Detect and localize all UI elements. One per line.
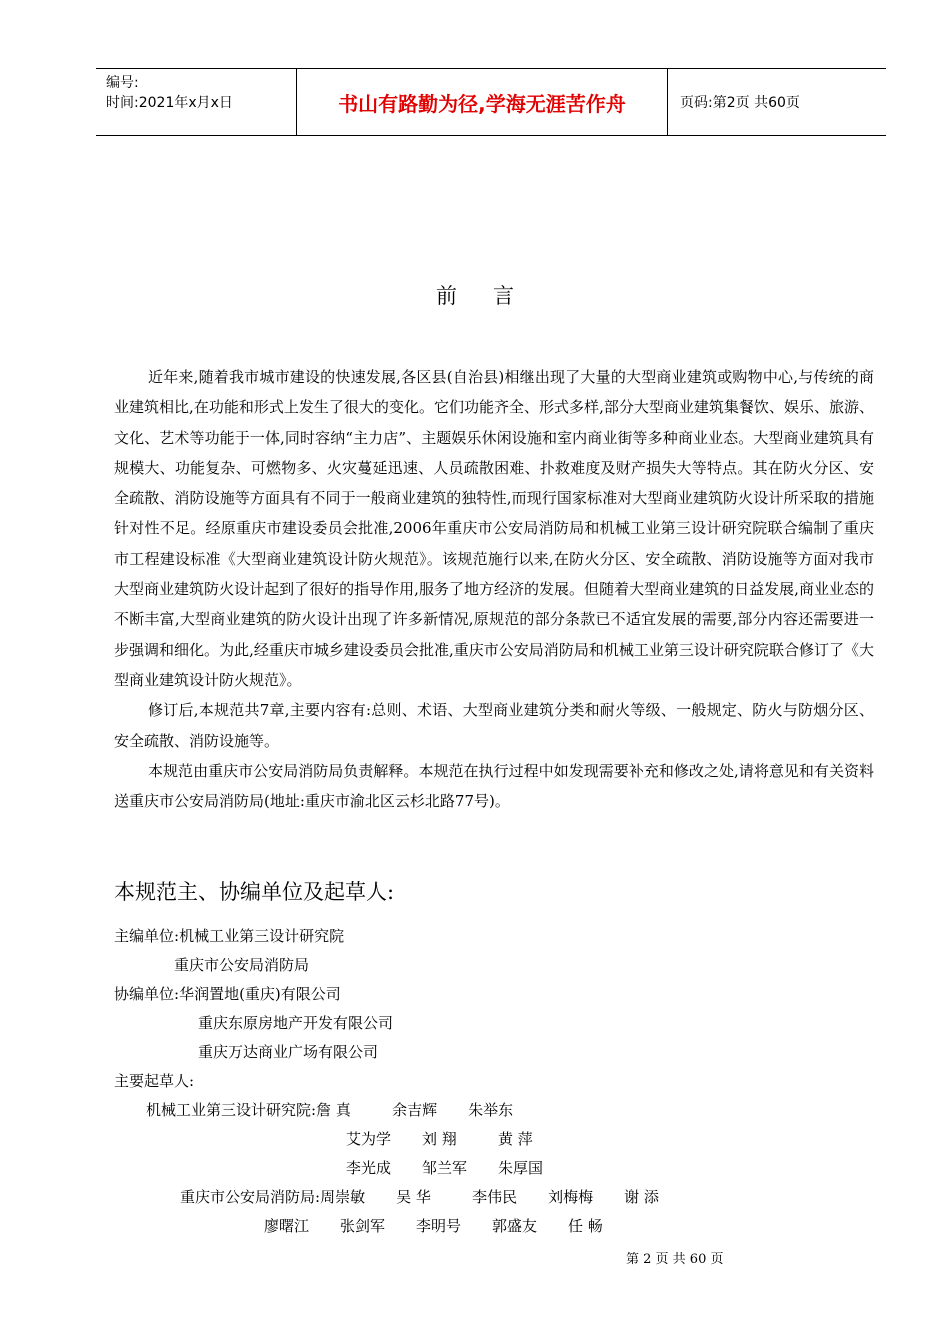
drafter-name: 李明号: [416, 1217, 462, 1235]
drafter-name: 朱举东: [468, 1101, 514, 1119]
chief-unit: 机械工业第三设计研究院: [179, 927, 345, 945]
drafter-name: 刘 翔: [422, 1130, 457, 1148]
drafter-name: 刘梅梅: [548, 1188, 594, 1206]
drafter-name: 周崇敏: [320, 1188, 366, 1206]
institution-label: 机械工业第三设计研究院:: [146, 1101, 317, 1119]
page-title: 前言: [436, 284, 550, 308]
preface-paragraph: 近年来,随着我市城市建设的快速发展,各区县(自治县)相继出现了大量的大型商业建筑或购物中心,与传统的商业建筑相比,在功能和形式上发生了很大的变化。它们功能齐全、形式多样,部分大型商业建筑集餐饮、娱乐、旅游、文化、艺术等功能于一体,同时容纳“主力店”、主题娱乐休闲设施和室内商业街等多种商业业态。大型商业建筑具有规模大、功能复杂、可燃物多、火灾蔓延迅速、人员疏散困难、扑救难度及财产损失大等特点。其在防火分区、安全疏散、消防设施等方面具有不同于一般商业建筑的独特性,而现行国家标准对大型商业建筑防火设计所采取的措施针对性不足。经原重庆市建设委员会批准,2006年重庆市公安局消防局和机械工业第三设计研究院联合编制了重庆市工程建设标准《大型商业建筑设计防火规范》。该规范施行以来,在防火分区、安全疏散、消防设施等方面对我市大型商业建筑防火设计起到了很好的指导作用,服务了地方经济的发展。但随着大型商业建筑的日益发展,商业业态的不断丰富,大型商业建筑的防火设计出现了许多新情况,原规范的部分条款已不适宜发展的需要,部分内容还需要进一步强调和细化。为此,经重庆市城乡建设委员会批准,重庆市公安局消防局和机械工业第三设计研究院联合修订了《大型商业建筑设计防火规范》。: [114, 368, 874, 689]
header-meta: [96, 69, 296, 135]
co-units-line: [114, 983, 341, 1004]
drafters-label: 主要起草人:: [114, 1072, 195, 1090]
co-label: 协编单位:: [114, 985, 180, 1003]
drafter-name: 詹 真: [316, 1101, 351, 1119]
co-unit: 重庆东原房地产开发有限公司: [198, 1014, 394, 1032]
chief-units-line: [114, 925, 344, 946]
page-header: [96, 68, 886, 136]
preface-paragraph: 修订后,本规范共7章,主要内容有:总则、术语、大型商业建筑分类和耐火等级、一般规定、防火与防烟分区、安全疏散、消防设施等。: [114, 701, 874, 750]
drafters-row: [180, 1186, 700, 1207]
page-footer: 第 2 页 共 60 页: [626, 1252, 724, 1267]
co-unit: 华润置地(重庆)有限公司: [179, 985, 341, 1003]
header-time-label: 时间:2021年x月x日: [106, 95, 233, 111]
drafter-name: 朱厚国: [498, 1159, 544, 1177]
institution-label: 重庆市公安局消防局:: [180, 1188, 321, 1206]
drafters-row: [146, 1099, 544, 1120]
header-number-label: 编号:: [106, 75, 139, 91]
drafters-row: [346, 1128, 574, 1149]
drafter-name: 李伟民: [472, 1188, 518, 1206]
drafter-name: 张剑军: [340, 1217, 386, 1235]
drafter-name: 邹兰军: [422, 1159, 468, 1177]
drafters-row: [264, 1215, 644, 1236]
chief-label: 主编单位:: [114, 927, 180, 945]
drafters-row: [346, 1157, 574, 1178]
header-page-info: 页码:第2页 共60页: [680, 95, 800, 111]
section-title: 本规范主、协编单位及起草人:: [114, 880, 395, 904]
header-slogan: 书山有路勤为径,学海无涯苦作舟: [296, 69, 668, 135]
preface-paragraph: 本规范由重庆市公安局消防局负责解释。本规范在执行过程中如发现需要补充和修改之处,请将意见和有关资料送重庆市公安局消防局(地址:重庆市渝北区云杉北路77号)。: [114, 761, 874, 811]
drafter-name: 廖曙江: [264, 1217, 310, 1235]
drafter-name: 艾为学: [346, 1130, 392, 1148]
drafter-name: 谢 添: [624, 1188, 659, 1206]
drafter-name: 李光成: [346, 1159, 392, 1177]
drafter-name: 吴 华: [396, 1188, 431, 1206]
co-unit: 重庆万达商业广场有限公司: [198, 1043, 379, 1061]
drafter-name: 余吉辉: [392, 1101, 438, 1119]
chief-unit: 重庆市公安局消防局: [174, 956, 310, 974]
drafter-name: 郭盛友: [492, 1217, 538, 1235]
drafter-name: 黄 萍: [498, 1130, 533, 1148]
preface-body: [114, 362, 874, 816]
drafter-name: 任 畅: [568, 1217, 603, 1235]
